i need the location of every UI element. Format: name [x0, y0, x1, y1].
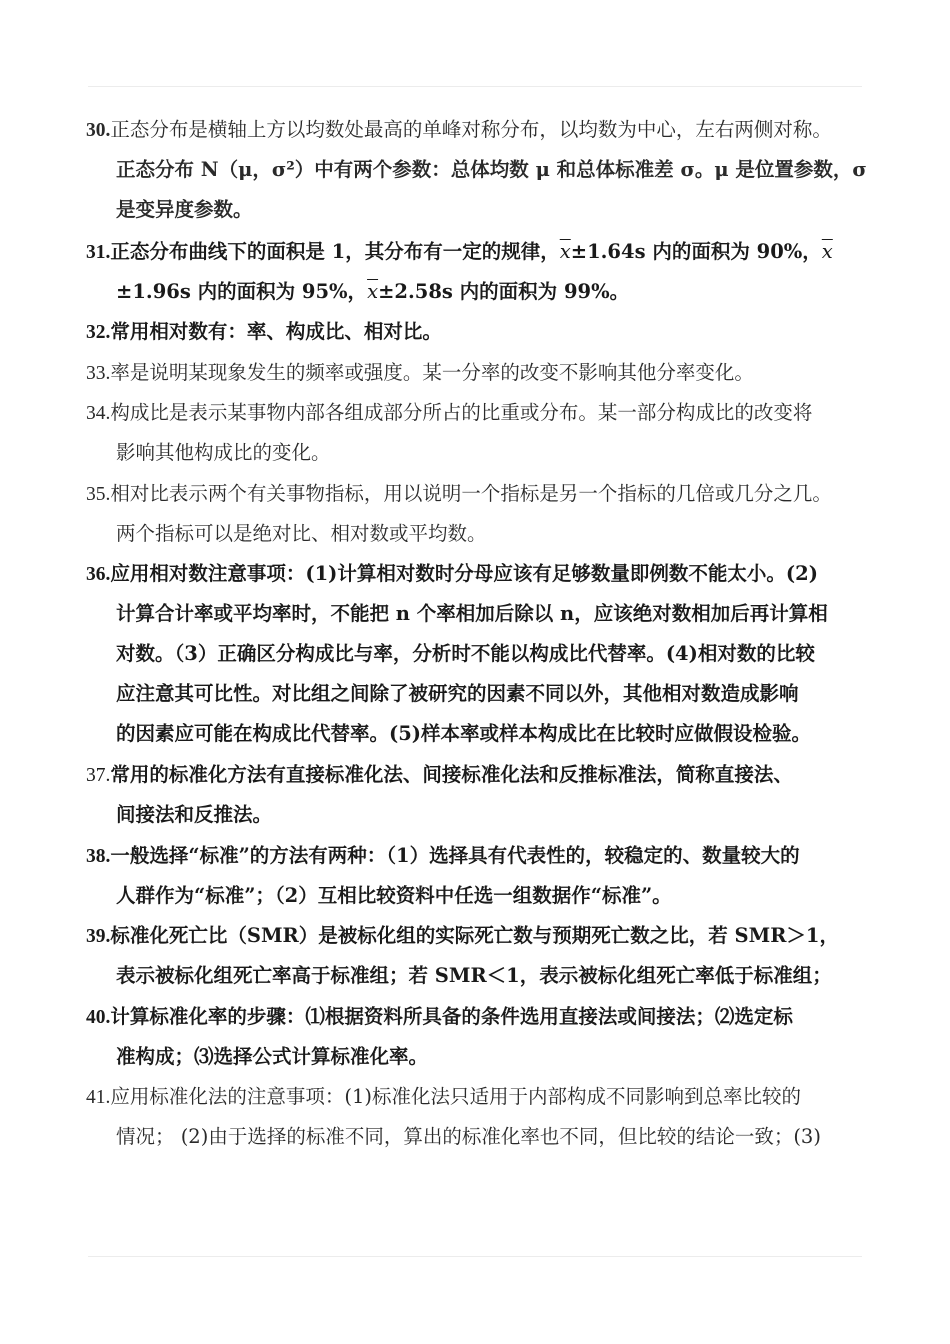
item-34-text-1: 构成比是表示某事物内部各组成部分所占的比重或分布。某一部分构成比的改变将 [110, 401, 813, 424]
item-35-number: 35. [86, 484, 111, 505]
item-36-text-4: 应注意其可比性。对比组之间除了被研究的因素不同以外，其他相对数造成影响 [116, 682, 799, 705]
item-34 [86, 393, 886, 473]
item-35-line-2 [86, 514, 886, 554]
item-39-line-2 [86, 956, 886, 996]
item-39-text-1: 标准化死亡比（SMR）是被标化组的实际死亡数与预期死亡数之比，若 SMR＞1， [110, 924, 839, 947]
item-36-text-5: 的因素应可能在构成比代替率。(5)样本率或样本构成比在比较时应做假设检验。 [116, 722, 812, 745]
item-34-line-1 [86, 393, 886, 433]
item-34-text-2: 影响其他构成比的变化。 [116, 441, 331, 464]
item-37-line-2 [86, 795, 886, 835]
item-30-line-1 [86, 110, 886, 150]
item-31-text-1a: 正态分布曲线下的面积是 1，其分布有一定的规律， [110, 240, 560, 263]
item-39 [86, 916, 886, 996]
item-41-number: 41. [86, 1087, 111, 1108]
top-divider [88, 86, 862, 87]
item-38-line-2 [86, 876, 886, 916]
item-38-line-1 [86, 836, 886, 876]
item-38 [86, 836, 886, 916]
item-36 [86, 554, 886, 754]
item-32-line-1 [86, 312, 886, 352]
item-34-line-2 [86, 433, 886, 473]
item-31-number: 31. [86, 242, 111, 263]
item-35-text-2: 两个指标可以是绝对比、相对数或平均数。 [116, 522, 487, 545]
item-36-line-1 [86, 554, 886, 594]
item-41-text-2: 情况； (2)由于选择的标准不同，算出的标准化率也不同，但比较的结论一致；(3) [116, 1125, 821, 1148]
item-38-number: 38. [86, 846, 111, 867]
item-36-text-2: 计算合计率或平均率时，不能把 n 个率相加后除以 n，应该绝对数相加后再计算相 [116, 602, 828, 625]
item-31-text-2b: ±2.58s 内的面积为 99%。 [378, 280, 630, 303]
item-38-text-2: 人群作为“标准”；（2）互相比较资料中任选一组数据作“标准”。 [116, 884, 672, 907]
item-30-text-1: 正态分布是横轴上方以均数处最高的单峰对称分布，以均数为中心，左右两侧对称。 [110, 118, 832, 141]
bottom-divider [88, 1256, 862, 1257]
item-40-text-2: 准构成；⑶选择公式计算标准化率。 [116, 1045, 429, 1068]
item-37-number: 37. [86, 765, 111, 786]
item-41-text-1: 应用标准化法的注意事项：(1)标准化法只适用于内部构成不同影响到总率比较的 [110, 1085, 801, 1108]
item-32-number: 32. [86, 322, 111, 343]
item-31 [86, 232, 886, 312]
item-39-text-2: 表示被标化组死亡率高于标准组；若 SMR＜1，表示被标化组死亡率低于标准组； [116, 964, 832, 987]
item-40-line-1 [86, 997, 886, 1037]
item-41 [86, 1077, 886, 1157]
item-40-text-1: 计算标准化率的步骤：⑴根据资料所具备的条件选用直接法或间接法；⑵选定标 [110, 1005, 793, 1028]
item-31-line-2 [86, 272, 886, 312]
item-39-line-1 [86, 916, 886, 956]
item-33-text-1: 率是说明某现象发生的频率或强度。某一分率的改变不影响其他分率变化。 [110, 361, 754, 384]
item-36-line-2 [86, 594, 886, 634]
item-31-xbar-1: $\overline{x}$ [559, 240, 571, 263]
item-37 [86, 755, 886, 835]
item-36-number: 36. [86, 564, 111, 585]
item-35 [86, 474, 886, 554]
item-30-number: 30. [86, 120, 111, 141]
item-36-line-4 [86, 674, 886, 714]
item-31-line-1 [86, 232, 886, 272]
item-39-number: 39. [86, 926, 111, 947]
item-33-number: 33. [86, 363, 111, 384]
item-37-text-2: 间接法和反推法。 [116, 803, 273, 826]
item-40-number: 40. [86, 1007, 111, 1028]
item-31-xbar-3: $\overline{x}$ [367, 280, 379, 303]
item-30-line-2 [86, 150, 886, 190]
item-31-xbar-2: $\overline{x}$ [821, 240, 833, 263]
item-35-line-1 [86, 474, 886, 514]
item-30-line-3 [86, 190, 886, 230]
item-31-text-2a: ±1.96s 内的面积为 95%， [116, 280, 368, 303]
item-30 [86, 110, 886, 230]
item-33 [86, 353, 886, 393]
item-36-line-3 [86, 634, 886, 674]
item-37-text-1: 常用的标准化方法有直接标准化法、间接标准化法和反推标准法，简称直接法、 [110, 763, 793, 786]
item-40-line-2 [86, 1037, 886, 1077]
item-32-text-1: 常用相对数有：率、构成比、相对比。 [110, 320, 442, 343]
item-36-text-1: 应用相对数注意事项：(1)计算相对数时分母应该有足够数量即例数不能太小。(2) [110, 562, 818, 585]
item-41-line-2 [86, 1117, 886, 1157]
item-41-line-1 [86, 1077, 886, 1117]
item-36-line-5 [86, 714, 886, 754]
item-40 [86, 997, 886, 1077]
item-30-text-3: 是变异度参数。 [116, 198, 253, 221]
item-34-number: 34. [86, 403, 111, 424]
item-32 [86, 312, 886, 352]
item-33-line-1 [86, 353, 886, 393]
item-37-line-1 [86, 755, 886, 795]
item-30-text-2: 正态分布 N（μ，σ²）中有两个参数：总体均数 μ 和总体标准差 σ。μ 是位置参数，σ [116, 158, 867, 181]
item-38-text-1: 一般选择“标准”的方法有两种：（1）选择具有代表性的，较稳定的、数量较大的 [110, 844, 800, 867]
item-31-text-1b: ±1.64s 内的面积为 90%， [570, 240, 822, 263]
item-35-text-1: 相对比表示两个有关事物指标，用以说明一个指标是另一个指标的几倍或几分之几。 [110, 482, 832, 505]
item-36-text-3: 对数。（3）正确区分构成比与率，分析时不能以构成比代替率。(4)相对数的比较 [116, 642, 815, 665]
